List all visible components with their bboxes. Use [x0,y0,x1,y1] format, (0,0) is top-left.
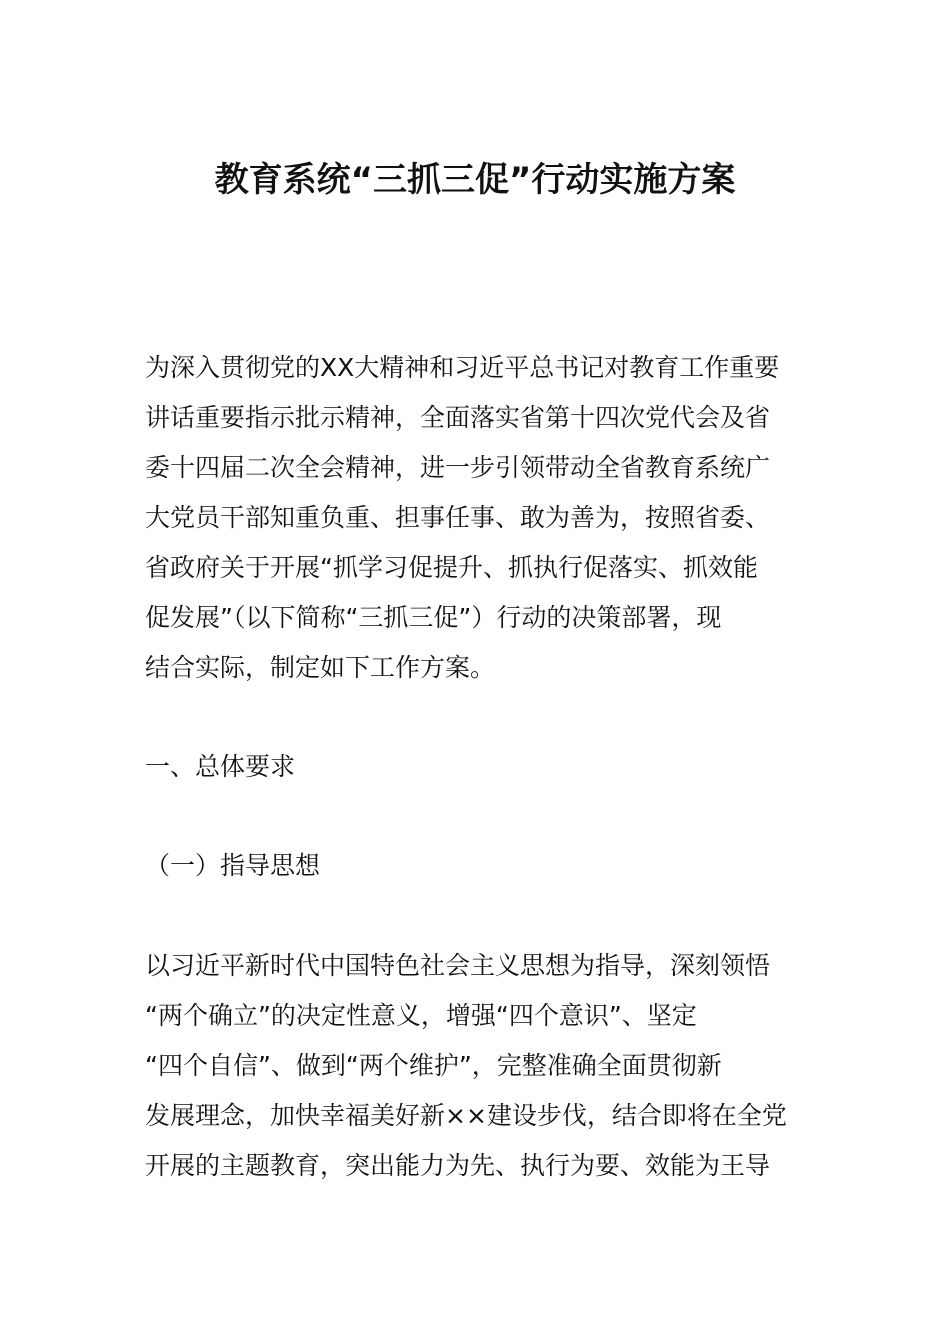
intro-line-6: 促发展”（以下简称“三抓三促”）行动的决策部署，现 [145,603,722,632]
subsection-heading: （一）指导思想 [145,851,321,880]
intro-line-7: 结合实际，制定如下工作方案。 [145,653,496,682]
body-line-5: 开展的主题教育，突出能力为先、执行为要、效能为王导 [145,1151,771,1180]
intro-line-3: 委十四届二次全会精神，进一步引领带动全省教育系统广 [145,453,771,482]
intro-line-2: 讲话重要指示批示精神，全面落实省第十四次党代会及省 [145,403,771,432]
body-line-2: “两个确立”的决定性意义，增强“四个意识”、坚定 [145,1001,697,1030]
section-heading: 一、总体要求 [145,752,296,781]
intro-line-4: 大党员干部知重负重、担事任事、敢为善为，按照省委、 [145,503,771,532]
intro-line-1: 为深入贯彻党的XX大精神和习近平总书记对教育工作重要 [145,353,780,382]
body-line-4: 发展理念，加快幸福美好新××建设步伐，结合即将在全党 [145,1101,787,1130]
document-title: 教育系统“三抓三促”行动实施方案 [214,160,736,200]
body-line-1: 以习近平新时代中国特色社会主义思想为指导，深刻领悟 [145,951,771,980]
intro-line-5: 省政府关于开展“抓学习促提升、抓执行促落实、抓效能 [145,553,758,582]
body-line-3: “四个自信”、做到“两个维护”，完整准确全面贯彻新 [145,1051,722,1080]
